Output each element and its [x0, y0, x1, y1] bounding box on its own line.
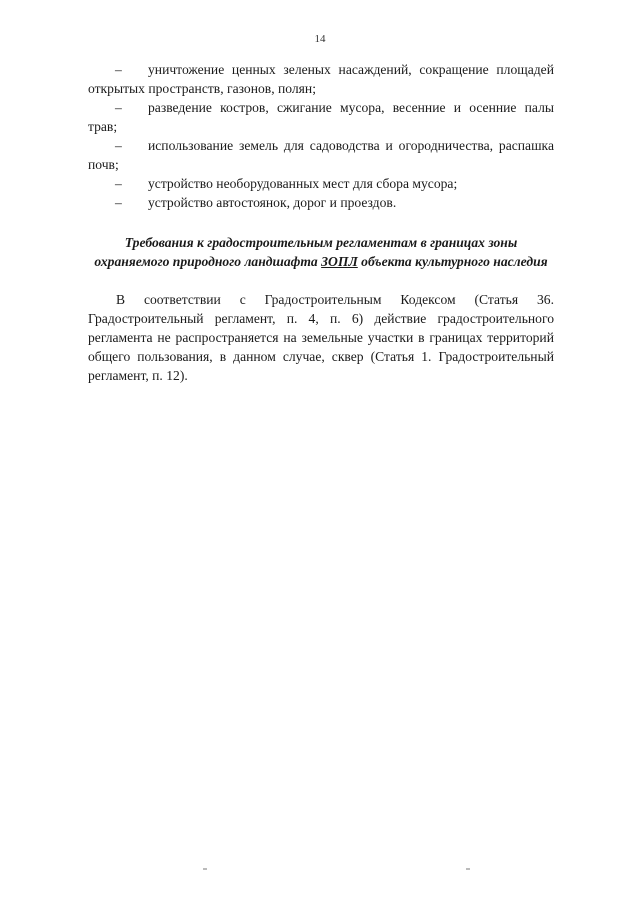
body-paragraph: В соответствии с Градостроительным Кодексом (Статья 36. Градостроительный регламент, п. 4, п. 6) действие градостроительного регламента не распространяется на земельные участки в границах территорий общего пользования, в данном случае, сквер (Статья 1. Градостроительный регламент, п. 12).: [88, 292, 554, 383]
list-dash: –: [115, 138, 122, 153]
scan-artifact-left: [203, 868, 207, 870]
section-heading: [88, 233, 554, 271]
heading-line-2: [88, 252, 554, 271]
document-content: [88, 60, 554, 385]
list-dash: –: [115, 100, 122, 115]
heading-line-1: Требования к градостроительным регламентам в границах зоны: [124, 235, 518, 250]
list-dash: –: [115, 176, 122, 191]
list-dash: –: [115, 62, 122, 77]
list-item-continuation: трав;: [88, 119, 118, 134]
list-item-text: уничтожение ценных зеленых насаждений, сокращение площадей: [148, 62, 554, 77]
scan-artifact-right: [466, 868, 470, 870]
list-item-text: устройство необорудованных мест для сбора мусора;: [148, 176, 458, 191]
list-item-text: использование земель для садоводства и огородничества, распашка: [148, 138, 554, 153]
heading-text-end: объекта культурного наследия: [357, 254, 548, 269]
list-item: [88, 174, 554, 193]
list-item: [88, 193, 554, 212]
list-item-continuation: открытых пространств, газонов, полян;: [88, 81, 316, 96]
list-item: [88, 60, 554, 98]
list-dash: –: [115, 195, 122, 210]
list-item: [88, 98, 554, 136]
list-item-continuation: почв;: [88, 157, 119, 172]
list-item-text: разведение костров, сжигание мусора, весенние и осенние палы: [148, 100, 554, 115]
heading-text: охраняемого природного ландшафта: [94, 254, 322, 269]
page-number: 14: [314, 33, 326, 45]
list-item-text: устройство автостоянок, дорог и проездов.: [148, 195, 397, 210]
heading-zone-abbr: ЗОПЛ: [321, 254, 358, 269]
list-item: [88, 136, 554, 174]
